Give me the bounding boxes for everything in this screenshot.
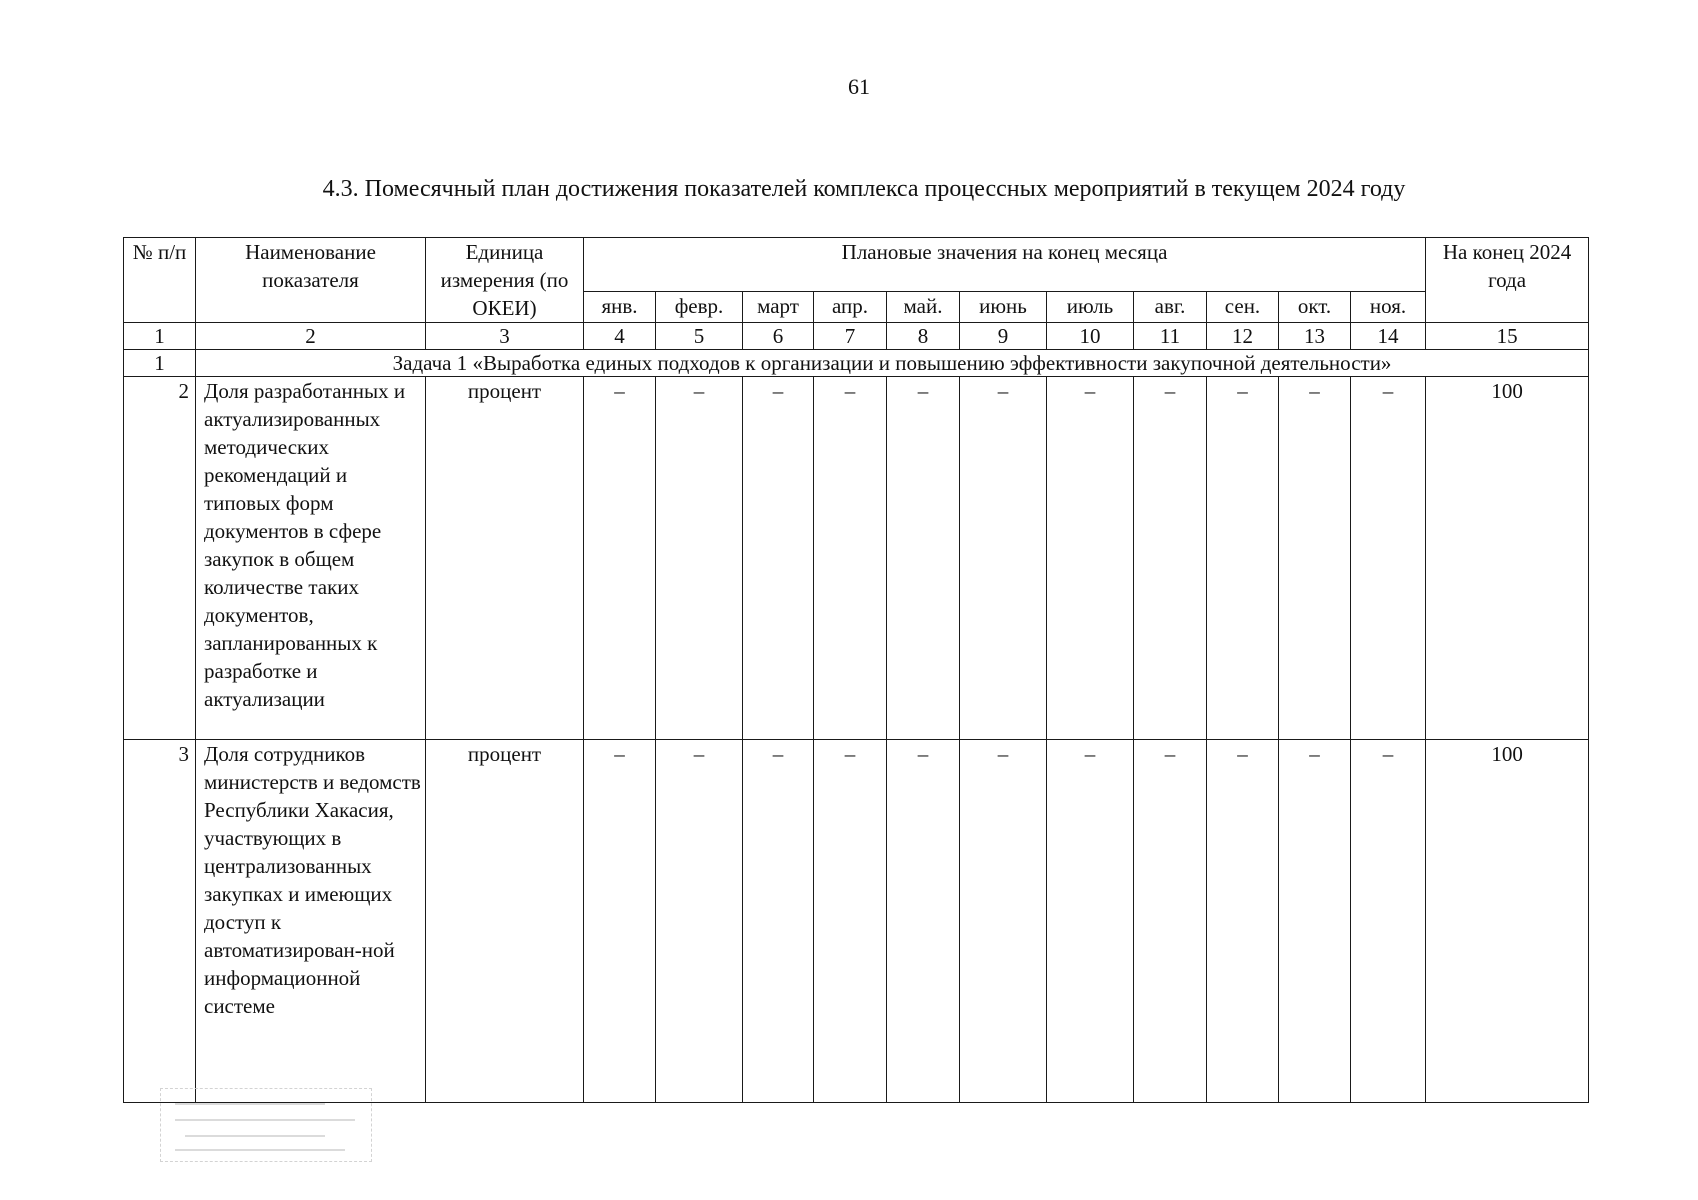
header-month: окт. [1279,292,1351,323]
month-value: – [1351,740,1426,1103]
column-number: 3 [426,323,584,350]
header-month: сен. [1207,292,1279,323]
month-value: – [1351,377,1426,740]
month-value: – [814,740,887,1103]
task-num: 1 [124,350,196,377]
page-title: 4.3. Помесячный план достижения показателей комплекса процессных мероприятий в текущем 2024 году [322,176,1406,202]
column-number: 15 [1426,323,1589,350]
header-month: июнь [960,292,1047,323]
column-number: 12 [1207,323,1279,350]
header-name: Наименование показателя [196,238,426,323]
month-value: – [1207,740,1279,1103]
header-month: ноя. [1351,292,1426,323]
indicator-name: Доля разработанных и актуализированных методических рекомендаций и типовых форм документов в сфере закупок в общем количестве таких документов, запланированных к разработке и актуализации [196,377,426,740]
header-month: март [743,292,814,323]
month-value: – [887,740,960,1103]
month-value: – [1279,740,1351,1103]
month-value: – [960,377,1047,740]
header-month: май. [887,292,960,323]
column-number: 7 [814,323,887,350]
month-value: – [1207,377,1279,740]
month-value: – [814,377,887,740]
month-value: – [584,740,656,1103]
table-row [124,377,1589,740]
column-number: 2 [196,323,426,350]
page-number: 61 [848,74,870,99]
month-value: – [743,377,814,740]
table-row [124,740,1589,1103]
month-value: – [1134,740,1207,1103]
unit-cell: процент [426,377,584,740]
header-month: февр. [656,292,743,323]
header-month: авг. [1134,292,1207,323]
column-number: 5 [656,323,743,350]
month-value: – [1279,377,1351,740]
header-unit: Единица измерения (по ОКЕИ) [426,238,584,323]
monthly-plan-table [123,237,1589,1103]
task-row [124,350,1589,377]
month-value: – [1134,377,1207,740]
column-number: 9 [960,323,1047,350]
month-value: – [1047,377,1134,740]
row-num: 2 [124,377,196,740]
month-value: – [584,377,656,740]
row-num: 3 [124,740,196,1103]
header-month: июль [1047,292,1134,323]
month-value: – [887,377,960,740]
header-num: № п/п [124,238,196,323]
month-value: – [1047,740,1134,1103]
month-value: – [743,740,814,1103]
column-number: 1 [124,323,196,350]
faded-stamp [160,1088,372,1162]
column-number: 8 [887,323,960,350]
column-number: 4 [584,323,656,350]
header-planned-values: Плановые значения на конец месяца [584,238,1426,292]
month-value: – [656,377,743,740]
column-number-row [124,323,1589,350]
indicator-name: Доля сотрудников министерств и ведомств Республики Хакасия, участвующих в централизованных закупках и имеющих доступ к автоматизирован-ной информационной системе [196,740,426,1103]
column-number: 10 [1047,323,1134,350]
task-title: Задача 1 «Выработка единых подходов к организации и повышению эффективности закупочной деятельности» [196,350,1589,377]
header-month: апр. [814,292,887,323]
unit-cell: процент [426,740,584,1103]
month-value: – [960,740,1047,1103]
column-number: 11 [1134,323,1207,350]
end-of-year-value: 100 [1426,377,1589,740]
header-end-of-year: На конец 2024 года [1426,238,1589,323]
end-of-year-value: 100 [1426,740,1589,1103]
column-number: 6 [743,323,814,350]
column-number: 13 [1279,323,1351,350]
month-value: – [656,740,743,1103]
column-number: 14 [1351,323,1426,350]
header-month: янв. [584,292,656,323]
